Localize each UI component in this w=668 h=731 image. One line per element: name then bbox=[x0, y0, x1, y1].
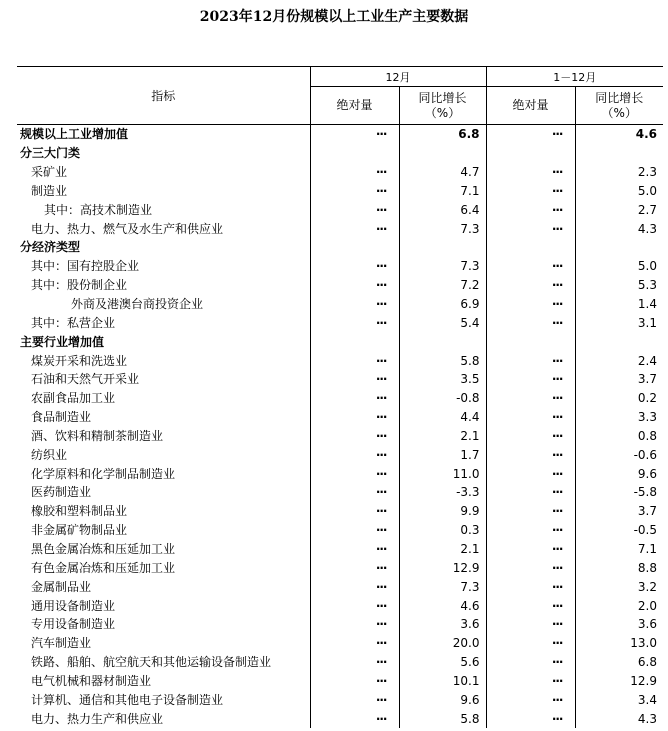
table-row bbox=[17, 709, 663, 728]
abs-value-december: ··· bbox=[310, 125, 399, 144]
table-row bbox=[17, 389, 663, 408]
table-body bbox=[17, 125, 663, 729]
table-row bbox=[17, 370, 663, 389]
section-header-row bbox=[17, 238, 663, 257]
abs-value-jan-dec: ··· bbox=[486, 389, 575, 408]
row-label: 医药制造业 bbox=[31, 485, 92, 500]
yoy-value-december: 6.9 bbox=[399, 295, 486, 314]
abs-value-december: ··· bbox=[310, 558, 399, 577]
abs-value-jan-dec: ··· bbox=[486, 408, 575, 427]
row-label: 酒、饮料和精制茶制造业 bbox=[31, 428, 164, 443]
table-row bbox=[17, 521, 663, 540]
table-row bbox=[17, 200, 663, 219]
page-title: 2023年12月份规模以上工业生产主要数据 bbox=[199, 9, 469, 25]
table-row bbox=[17, 502, 663, 521]
yoy-value-december: -3.3 bbox=[399, 483, 486, 502]
row-label: 食品制造业 bbox=[31, 410, 92, 425]
section-label: 分三大门类 bbox=[20, 146, 81, 161]
abs-value-december: ··· bbox=[310, 163, 399, 182]
yoy-value-jan-dec: 9.6 bbox=[575, 464, 663, 483]
table-row bbox=[17, 257, 663, 276]
yoy-value-jan-dec: 4.6 bbox=[575, 125, 663, 144]
abs-value-december: ··· bbox=[310, 389, 399, 408]
section-label: 分经济类型 bbox=[20, 240, 81, 255]
abs-value-jan-dec: ··· bbox=[486, 653, 575, 672]
abs-value-jan-dec: ··· bbox=[486, 671, 575, 690]
yoy-value-jan-dec: -0.6 bbox=[575, 445, 663, 464]
yoy-value-jan-dec: 8.8 bbox=[575, 558, 663, 577]
yoy-value-december: 0.3 bbox=[399, 521, 486, 540]
abs-value-jan-dec: ··· bbox=[486, 370, 575, 389]
abs-value-jan-dec: ··· bbox=[486, 464, 575, 483]
yoy-value-december: 4.6 bbox=[399, 596, 486, 615]
table-row bbox=[17, 276, 663, 295]
abs-value-december: ··· bbox=[310, 182, 399, 201]
yoy-value-december: 6.8 bbox=[399, 125, 486, 144]
table-row bbox=[17, 615, 663, 634]
abs-value-jan-dec: ··· bbox=[486, 276, 575, 295]
yoy-value-jan-dec: 2.4 bbox=[575, 351, 663, 370]
table-row bbox=[17, 558, 663, 577]
yoy-value-jan-dec: 2.3 bbox=[575, 163, 663, 182]
yoy-value-december: 5.8 bbox=[399, 351, 486, 370]
yoy-value-december: 12.9 bbox=[399, 558, 486, 577]
yoy-value-december: 10.1 bbox=[399, 671, 486, 690]
yoy-value-december: 3.5 bbox=[399, 370, 486, 389]
table-row bbox=[17, 464, 663, 483]
abs-value-december: ··· bbox=[310, 690, 399, 709]
abs-value-jan-dec: ··· bbox=[486, 690, 575, 709]
row-label: 规模以上工业增加值 bbox=[20, 127, 129, 142]
abs-value-december: ··· bbox=[310, 540, 399, 559]
yoy-value-december: 7.3 bbox=[399, 257, 486, 276]
table-row bbox=[17, 351, 663, 370]
abs-value-jan-dec: ··· bbox=[486, 483, 575, 502]
row-label: 石油和天然气开采业 bbox=[31, 372, 140, 387]
abs-value-jan-dec: ··· bbox=[486, 351, 575, 370]
abs-value-december: ··· bbox=[310, 427, 399, 446]
section-header-row bbox=[17, 332, 663, 351]
table-row bbox=[17, 219, 663, 238]
abs-value-december: ··· bbox=[310, 596, 399, 615]
yoy-value-december: 20.0 bbox=[399, 634, 486, 653]
abs-value-jan-dec: ··· bbox=[486, 521, 575, 540]
yoy-value-december: 6.4 bbox=[399, 200, 486, 219]
yoy-value-december: 7.3 bbox=[399, 219, 486, 238]
abs-value-jan-dec: ··· bbox=[486, 125, 575, 144]
yoy-value-jan-dec: -5.8 bbox=[575, 483, 663, 502]
abs-value-december: ··· bbox=[310, 200, 399, 219]
abs-value-jan-dec: ··· bbox=[486, 445, 575, 464]
abs-value-december: ··· bbox=[310, 483, 399, 502]
yoy-value-december: 1.7 bbox=[399, 445, 486, 464]
abs-value-jan-dec: ··· bbox=[486, 427, 575, 446]
yoy-value-december: 2.1 bbox=[399, 540, 486, 559]
yoy-value-december: 9.6 bbox=[399, 690, 486, 709]
yoy-value-december: 11.0 bbox=[399, 464, 486, 483]
abs-value-jan-dec: ··· bbox=[486, 577, 575, 596]
period-header-jan-dec: 1－12月 bbox=[486, 67, 663, 87]
yoy-value-jan-dec: 3.2 bbox=[575, 577, 663, 596]
abs-header-jan-dec: 绝对量 bbox=[486, 87, 575, 125]
abs-value-december: ··· bbox=[310, 219, 399, 238]
yoy-value-december: -0.8 bbox=[399, 389, 486, 408]
abs-value-december: ··· bbox=[310, 351, 399, 370]
yoy-value-jan-dec: 3.6 bbox=[575, 615, 663, 634]
abs-value-jan-dec: ··· bbox=[486, 596, 575, 615]
abs-value-december: ··· bbox=[310, 653, 399, 672]
period-header-december: 12月 bbox=[310, 67, 486, 87]
yoy-value-jan-dec: 2.7 bbox=[575, 200, 663, 219]
yoy-value-december: 7.1 bbox=[399, 182, 486, 201]
yoy-value-jan-dec: 13.0 bbox=[575, 634, 663, 653]
row-label: 其中：股份制企业 bbox=[31, 278, 128, 293]
row-label: 非金属矿物制品业 bbox=[31, 523, 128, 538]
yoy-header-unit: （%） bbox=[424, 105, 461, 120]
row-label: 其中：私营企业 bbox=[31, 315, 116, 330]
table-row bbox=[17, 671, 663, 690]
row-label: 铁路、船舶、航空航天和其他运输设备制造业 bbox=[31, 655, 272, 670]
yoy-value-jan-dec: 3.4 bbox=[575, 690, 663, 709]
yoy-value-jan-dec: 0.2 bbox=[575, 389, 663, 408]
yoy-value-december: 3.6 bbox=[399, 615, 486, 634]
yoy-value-december: 9.9 bbox=[399, 502, 486, 521]
table-row bbox=[17, 690, 663, 709]
table-row bbox=[17, 427, 663, 446]
row-label: 金属制品业 bbox=[31, 579, 92, 594]
table-row bbox=[17, 295, 663, 314]
row-label: 化学原料和化学制品制造业 bbox=[31, 466, 176, 481]
abs-value-jan-dec: ··· bbox=[486, 313, 575, 332]
abs-value-december: ··· bbox=[310, 502, 399, 521]
table-row bbox=[17, 313, 663, 332]
yoy-value-jan-dec: 4.3 bbox=[575, 709, 663, 728]
abs-value-jan-dec: ··· bbox=[486, 634, 575, 653]
row-label: 电力、热力生产和供应业 bbox=[31, 711, 164, 726]
table-row bbox=[17, 483, 663, 502]
yoy-value-december: 5.6 bbox=[399, 653, 486, 672]
abs-value-jan-dec: ··· bbox=[486, 219, 575, 238]
abs-value-december: ··· bbox=[310, 615, 399, 634]
yoy-value-jan-dec: 6.8 bbox=[575, 653, 663, 672]
yoy-value-december: 2.1 bbox=[399, 427, 486, 446]
abs-header-december: 绝对量 bbox=[310, 87, 399, 125]
yoy-value-jan-dec: 2.0 bbox=[575, 596, 663, 615]
abs-value-jan-dec: ··· bbox=[486, 540, 575, 559]
row-label: 橡胶和塑料制品业 bbox=[31, 504, 128, 519]
yoy-header-december bbox=[399, 87, 486, 125]
row-label: 有色金属冶炼和压延加工业 bbox=[31, 560, 176, 575]
abs-value-december: ··· bbox=[310, 276, 399, 295]
section-header-row bbox=[17, 144, 663, 163]
yoy-value-jan-dec: 5.0 bbox=[575, 182, 663, 201]
row-label: 通用设备制造业 bbox=[31, 598, 116, 613]
abs-value-december: ··· bbox=[310, 464, 399, 483]
abs-value-jan-dec: ··· bbox=[486, 200, 575, 219]
yoy-value-december: 4.7 bbox=[399, 163, 486, 182]
abs-value-jan-dec: ··· bbox=[486, 558, 575, 577]
abs-value-jan-dec: ··· bbox=[486, 502, 575, 521]
yoy-value-december: 7.2 bbox=[399, 276, 486, 295]
yoy-value-december: 7.3 bbox=[399, 577, 486, 596]
abs-value-december: ··· bbox=[310, 671, 399, 690]
yoy-value-jan-dec: 5.0 bbox=[575, 257, 663, 276]
abs-value-december: ··· bbox=[310, 445, 399, 464]
abs-value-december: ··· bbox=[310, 709, 399, 728]
row-label: 汽车制造业 bbox=[31, 636, 92, 651]
table-row bbox=[17, 182, 663, 201]
yoy-value-december: 4.4 bbox=[399, 408, 486, 427]
row-label: 计算机、通信和其他电子设备制造业 bbox=[31, 692, 224, 707]
table-row bbox=[17, 445, 663, 464]
row-label: 其中：国有控股企业 bbox=[31, 259, 140, 274]
yoy-header-label: 同比增长 bbox=[418, 90, 467, 105]
yoy-value-jan-dec: 4.3 bbox=[575, 219, 663, 238]
row-label: 专用设备制造业 bbox=[31, 617, 116, 632]
row-label: 煤炭开采和洗选业 bbox=[31, 353, 128, 368]
indicator-header: 指标 bbox=[17, 67, 310, 125]
abs-value-jan-dec: ··· bbox=[486, 182, 575, 201]
table-row bbox=[17, 653, 663, 672]
yoy-value-jan-dec: 3.1 bbox=[575, 313, 663, 332]
row-label: 农副食品加工业 bbox=[31, 391, 116, 406]
yoy-value-jan-dec: 1.4 bbox=[575, 295, 663, 314]
table-header bbox=[17, 67, 663, 125]
abs-value-december: ··· bbox=[310, 577, 399, 596]
abs-value-jan-dec: ··· bbox=[486, 615, 575, 634]
yoy-header-label: 同比增长 bbox=[595, 90, 644, 105]
yoy-value-jan-dec: 3.7 bbox=[575, 370, 663, 389]
table-row bbox=[17, 540, 663, 559]
row-label: 黑色金属冶炼和压延加工业 bbox=[31, 541, 176, 556]
row-label: 其中：高技术制造业 bbox=[44, 202, 153, 217]
industrial-production-table bbox=[17, 66, 663, 728]
yoy-value-jan-dec: 7.1 bbox=[575, 540, 663, 559]
yoy-header-jan-dec bbox=[575, 87, 663, 125]
row-label: 采矿业 bbox=[31, 165, 68, 180]
section-label: 主要行业增加值 bbox=[20, 334, 105, 349]
yoy-header-unit: （%） bbox=[601, 105, 637, 120]
abs-value-december: ··· bbox=[310, 370, 399, 389]
abs-value-december: ··· bbox=[310, 313, 399, 332]
row-label: 电气机械和器材制造业 bbox=[31, 673, 152, 688]
table-row bbox=[17, 596, 663, 615]
table-row bbox=[17, 634, 663, 653]
yoy-value-jan-dec: 0.8 bbox=[575, 427, 663, 446]
abs-value-december: ··· bbox=[310, 408, 399, 427]
row-label: 制造业 bbox=[31, 183, 68, 198]
table-row bbox=[17, 163, 663, 182]
yoy-value-december: 5.4 bbox=[399, 313, 486, 332]
yoy-value-jan-dec: 12.9 bbox=[575, 671, 663, 690]
yoy-value-jan-dec: 5.3 bbox=[575, 276, 663, 295]
abs-value-jan-dec: ··· bbox=[486, 257, 575, 276]
table-row bbox=[17, 408, 663, 427]
row-label: 纺织业 bbox=[31, 447, 68, 462]
table-row bbox=[17, 577, 663, 596]
yoy-value-jan-dec: 3.3 bbox=[575, 408, 663, 427]
abs-value-december: ··· bbox=[310, 634, 399, 653]
abs-value-december: ··· bbox=[310, 295, 399, 314]
row-label: 电力、热力、燃气及水生产和供应业 bbox=[31, 221, 224, 236]
yoy-value-jan-dec: 3.7 bbox=[575, 502, 663, 521]
yoy-value-jan-dec: -0.5 bbox=[575, 521, 663, 540]
abs-value-december: ··· bbox=[310, 257, 399, 276]
abs-value-jan-dec: ··· bbox=[486, 295, 575, 314]
abs-value-jan-dec: ··· bbox=[486, 709, 575, 728]
abs-value-december: ··· bbox=[310, 521, 399, 540]
table-row bbox=[17, 125, 663, 144]
row-label: 外商及港澳台商投资企业 bbox=[71, 297, 204, 312]
abs-value-jan-dec: ··· bbox=[486, 163, 575, 182]
yoy-value-december: 5.8 bbox=[399, 709, 486, 728]
